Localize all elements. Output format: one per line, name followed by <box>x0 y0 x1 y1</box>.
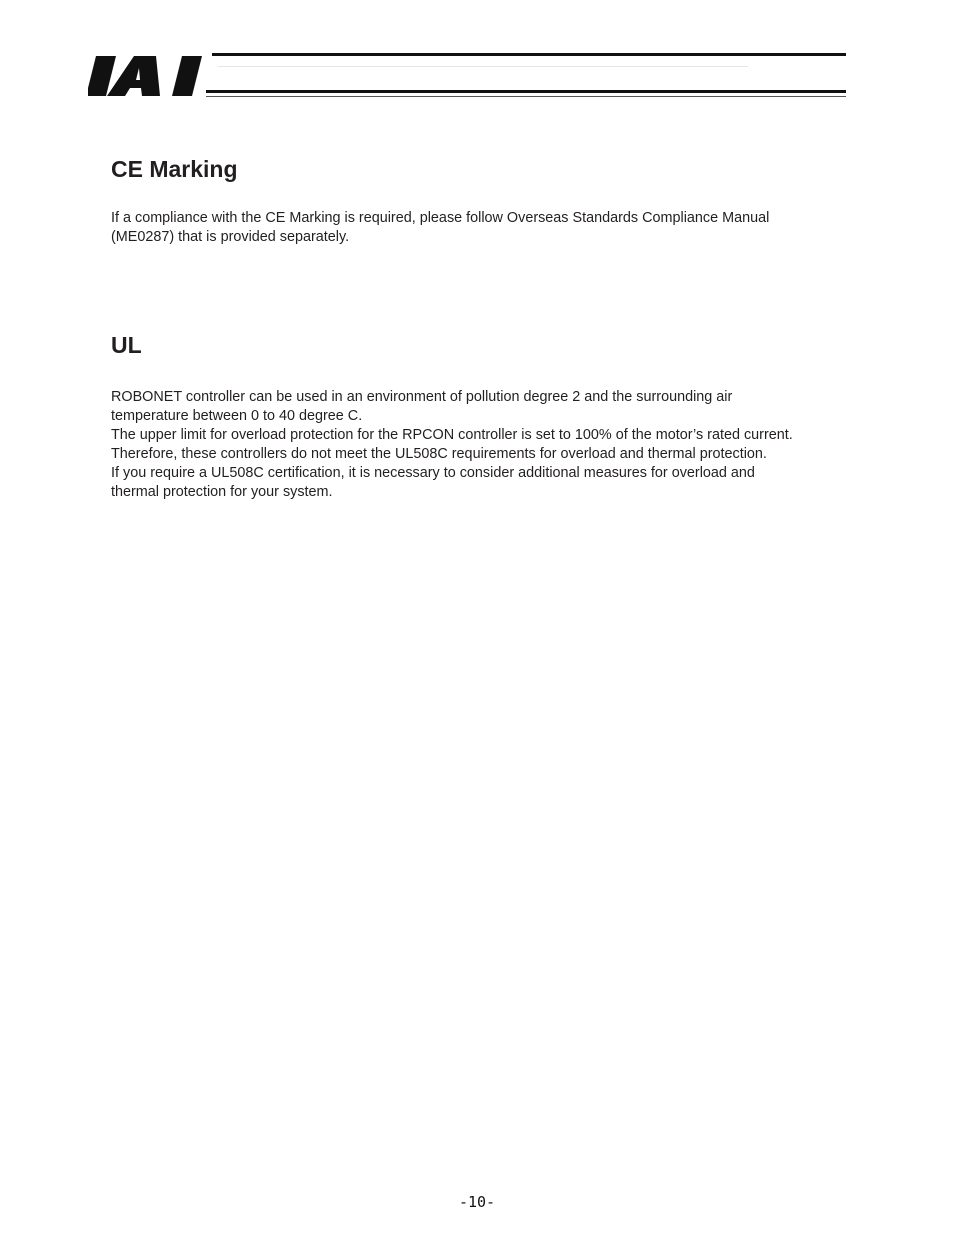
paragraph-line: The upper limit for overload protection for the RPCON controller is set to 100% of the motor’s rated current. <box>111 427 793 443</box>
paragraph-line: If a compliance with the CE Marking is required, please follow Overseas Standards Compliance Manual <box>111 210 770 226</box>
page-header <box>88 50 846 100</box>
header-faint-rule <box>218 66 748 67</box>
paragraph-line: ROBONET controller can be used in an environment of pollution degree 2 and the surrounding air <box>111 389 733 405</box>
paragraph-line: Therefore, these controllers do not meet the UL508C requirements for overload and thermal protection. <box>111 446 767 462</box>
iai-logo <box>88 52 208 98</box>
paragraph-line: If you require a UL508C certification, it is necessary to consider additional measures for overload and <box>111 465 755 481</box>
paragraph-line: temperature between 0 to 40 degree C. <box>111 408 363 424</box>
section-body-ce-marking <box>111 209 871 247</box>
section-heading-ul: UL <box>111 332 142 358</box>
header-bottom-thin-rule <box>206 96 846 97</box>
paragraph-line: (ME0287) that is provided separately. <box>111 229 350 245</box>
paragraph-line: thermal protection for your system. <box>111 484 333 500</box>
page-number: -10- <box>458 1193 496 1211</box>
header-top-rule <box>212 53 846 56</box>
section-body-ul <box>111 388 871 502</box>
header-bottom-rule <box>206 90 846 93</box>
section-heading-ce-marking: CE Marking <box>111 156 238 182</box>
